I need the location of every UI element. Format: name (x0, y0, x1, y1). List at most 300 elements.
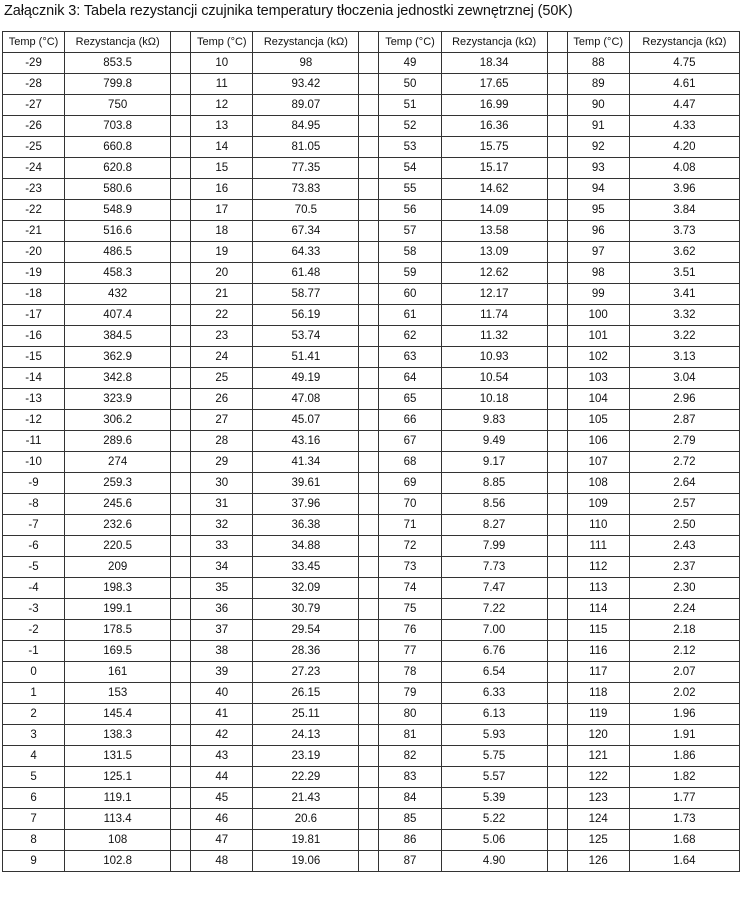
resistance-cell: 245.6 (65, 494, 171, 515)
temp-cell: 101 (567, 326, 629, 347)
temp-cell: 125 (567, 830, 629, 851)
resistance-cell: 4.75 (629, 53, 739, 74)
resistance-cell: 853.5 (65, 53, 171, 74)
temp-cell: 17 (191, 200, 253, 221)
column-spacer (359, 788, 379, 809)
temp-header: Temp (°C) (379, 32, 441, 53)
resistance-header: Rezystancja (kΩ) (441, 32, 547, 53)
resistance-cell: 36.38 (253, 515, 359, 536)
temp-cell: 74 (379, 578, 441, 599)
table-row (3, 746, 740, 767)
table-row (3, 116, 740, 137)
column-spacer (359, 851, 379, 872)
temp-cell: 98 (567, 263, 629, 284)
column-spacer (359, 830, 379, 851)
column-spacer (171, 767, 191, 788)
table-row (3, 683, 740, 704)
temp-cell: 75 (379, 599, 441, 620)
resistance-cell: 486.5 (65, 242, 171, 263)
table-row (3, 53, 740, 74)
column-spacer (547, 746, 567, 767)
temp-cell: 106 (567, 431, 629, 452)
column-spacer (547, 725, 567, 746)
temp-cell: 73 (379, 557, 441, 578)
column-spacer (547, 452, 567, 473)
resistance-cell: 2.79 (629, 431, 739, 452)
temp-cell: -20 (3, 242, 65, 263)
resistance-cell: 5.75 (441, 746, 547, 767)
resistance-cell: 125.1 (65, 767, 171, 788)
temp-cell: 58 (379, 242, 441, 263)
table-row (3, 410, 740, 431)
temp-cell: 89 (567, 74, 629, 95)
resistance-cell: 306.2 (65, 410, 171, 431)
column-spacer (547, 641, 567, 662)
column-spacer (359, 284, 379, 305)
temp-cell: 43 (191, 746, 253, 767)
column-spacer (359, 620, 379, 641)
column-spacer (171, 389, 191, 410)
column-spacer (547, 704, 567, 725)
resistance-cell: 2.30 (629, 578, 739, 599)
temp-cell: 65 (379, 389, 441, 410)
column-spacer (547, 851, 567, 872)
temp-cell: 0 (3, 662, 65, 683)
resistance-cell: 8.27 (441, 515, 547, 536)
resistance-cell: 47.08 (253, 389, 359, 410)
resistance-cell: 30.79 (253, 599, 359, 620)
table-row (3, 662, 740, 683)
temp-cell: 82 (379, 746, 441, 767)
column-spacer (359, 368, 379, 389)
column-spacer (171, 620, 191, 641)
column-spacer (359, 578, 379, 599)
resistance-cell: 2.18 (629, 620, 739, 641)
temp-cell: -7 (3, 515, 65, 536)
temp-cell: 48 (191, 851, 253, 872)
resistance-cell: 1.82 (629, 767, 739, 788)
table-row (3, 830, 740, 851)
temp-cell: 55 (379, 179, 441, 200)
resistance-cell: 15.17 (441, 158, 547, 179)
resistance-cell: 7.22 (441, 599, 547, 620)
column-spacer (359, 683, 379, 704)
resistance-cell: 20.6 (253, 809, 359, 830)
temp-cell: 113 (567, 578, 629, 599)
temp-cell: 124 (567, 809, 629, 830)
column-spacer (547, 200, 567, 221)
column-spacer (171, 662, 191, 683)
column-spacer (547, 473, 567, 494)
temp-cell: -15 (3, 347, 65, 368)
resistance-cell: 23.19 (253, 746, 359, 767)
temp-cell: -14 (3, 368, 65, 389)
table-row (3, 452, 740, 473)
resistance-cell: 13.58 (441, 221, 547, 242)
column-spacer (547, 368, 567, 389)
resistance-cell: 232.6 (65, 515, 171, 536)
temp-cell: -28 (3, 74, 65, 95)
column-spacer (547, 536, 567, 557)
temp-cell: 77 (379, 641, 441, 662)
column-spacer (171, 494, 191, 515)
resistance-cell: 580.6 (65, 179, 171, 200)
resistance-cell: 19.81 (253, 830, 359, 851)
temp-cell: 6 (3, 788, 65, 809)
temp-cell: 4 (3, 746, 65, 767)
table-row (3, 557, 740, 578)
resistance-cell: 15.75 (441, 137, 547, 158)
temp-cell: -3 (3, 599, 65, 620)
temp-header: Temp (°C) (567, 32, 629, 53)
column-spacer (359, 410, 379, 431)
resistance-cell: 3.41 (629, 284, 739, 305)
resistance-cell: 16.99 (441, 95, 547, 116)
column-spacer (171, 452, 191, 473)
resistance-cell: 2.87 (629, 410, 739, 431)
temp-cell: 3 (3, 725, 65, 746)
column-spacer (359, 515, 379, 536)
resistance-cell: 11.74 (441, 305, 547, 326)
column-spacer (547, 515, 567, 536)
resistance-cell: 145.4 (65, 704, 171, 725)
resistance-cell: 113.4 (65, 809, 171, 830)
resistance-header: Rezystancja (kΩ) (65, 32, 171, 53)
table-row (3, 620, 740, 641)
column-spacer (547, 74, 567, 95)
column-spacer (547, 620, 567, 641)
column-spacer (547, 263, 567, 284)
temp-cell: 108 (567, 473, 629, 494)
resistance-cell: 198.3 (65, 578, 171, 599)
temp-cell: -16 (3, 326, 65, 347)
column-spacer (359, 74, 379, 95)
column-spacer (171, 851, 191, 872)
temp-cell: 64 (379, 368, 441, 389)
resistance-cell: 93.42 (253, 74, 359, 95)
resistance-cell: 28.36 (253, 641, 359, 662)
temp-cell: 14 (191, 137, 253, 158)
column-spacer (171, 221, 191, 242)
table-row (3, 368, 740, 389)
column-spacer (547, 221, 567, 242)
resistance-cell: 11.32 (441, 326, 547, 347)
temp-cell: 28 (191, 431, 253, 452)
resistance-cell: 407.4 (65, 305, 171, 326)
column-spacer (171, 32, 191, 53)
temp-cell: 93 (567, 158, 629, 179)
resistance-cell: 220.5 (65, 536, 171, 557)
resistance-cell: 432 (65, 284, 171, 305)
column-spacer (171, 179, 191, 200)
column-spacer (359, 452, 379, 473)
temp-cell: 39 (191, 662, 253, 683)
temp-cell: 13 (191, 116, 253, 137)
resistance-cell: 7.99 (441, 536, 547, 557)
temp-cell: -10 (3, 452, 65, 473)
resistance-cell: 660.8 (65, 137, 171, 158)
temp-cell: 53 (379, 137, 441, 158)
resistance-cell: 5.22 (441, 809, 547, 830)
column-spacer (171, 74, 191, 95)
resistance-cell: 169.5 (65, 641, 171, 662)
resistance-cell: 24.13 (253, 725, 359, 746)
resistance-cell: 703.8 (65, 116, 171, 137)
column-spacer (359, 536, 379, 557)
temp-cell: 51 (379, 95, 441, 116)
resistance-cell: 70.5 (253, 200, 359, 221)
temp-cell: 83 (379, 767, 441, 788)
column-spacer (171, 473, 191, 494)
resistance-cell: 4.33 (629, 116, 739, 137)
resistance-cell: 9.49 (441, 431, 547, 452)
column-spacer (171, 536, 191, 557)
resistance-cell: 58.77 (253, 284, 359, 305)
column-spacer (359, 95, 379, 116)
temp-cell: 76 (379, 620, 441, 641)
resistance-cell: 362.9 (65, 347, 171, 368)
column-spacer (359, 179, 379, 200)
resistance-cell: 3.73 (629, 221, 739, 242)
table-row (3, 179, 740, 200)
column-spacer (547, 830, 567, 851)
resistance-cell: 25.11 (253, 704, 359, 725)
column-spacer (171, 410, 191, 431)
resistance-cell: 27.23 (253, 662, 359, 683)
column-spacer (171, 200, 191, 221)
column-spacer (547, 410, 567, 431)
temp-cell: 42 (191, 725, 253, 746)
resistance-cell: 2.50 (629, 515, 739, 536)
column-spacer (171, 284, 191, 305)
resistance-cell: 259.3 (65, 473, 171, 494)
temp-cell: 88 (567, 53, 629, 74)
temp-cell: -21 (3, 221, 65, 242)
temp-cell: 95 (567, 200, 629, 221)
resistance-cell: 9.17 (441, 452, 547, 473)
temp-cell: 35 (191, 578, 253, 599)
column-spacer (171, 263, 191, 284)
temp-cell: 62 (379, 326, 441, 347)
column-spacer (359, 767, 379, 788)
temp-cell: 71 (379, 515, 441, 536)
temp-cell: -27 (3, 95, 65, 116)
temp-cell: 25 (191, 368, 253, 389)
column-spacer (547, 158, 567, 179)
resistance-cell: 4.61 (629, 74, 739, 95)
resistance-cell: 209 (65, 557, 171, 578)
column-spacer (547, 431, 567, 452)
temp-cell: 66 (379, 410, 441, 431)
resistance-cell: 77.35 (253, 158, 359, 179)
temp-cell: 111 (567, 536, 629, 557)
table-row (3, 158, 740, 179)
column-spacer (171, 704, 191, 725)
resistance-cell: 4.20 (629, 137, 739, 158)
column-spacer (547, 137, 567, 158)
resistance-cell: 2.07 (629, 662, 739, 683)
column-spacer (359, 242, 379, 263)
resistance-cell: 4.90 (441, 851, 547, 872)
column-spacer (359, 746, 379, 767)
table-row (3, 767, 740, 788)
column-spacer (547, 809, 567, 830)
temp-cell: 34 (191, 557, 253, 578)
temp-cell: 90 (567, 95, 629, 116)
temp-cell: 87 (379, 851, 441, 872)
temp-cell: 78 (379, 662, 441, 683)
resistance-cell: 43.16 (253, 431, 359, 452)
temp-cell: 112 (567, 557, 629, 578)
temp-cell: 67 (379, 431, 441, 452)
page-title: Załącznik 3: Tabela rezystancji czujnika temperatury tłoczenia jednostki zewnętrznej (50K) (4, 3, 573, 19)
temp-cell: 54 (379, 158, 441, 179)
temp-cell: 37 (191, 620, 253, 641)
resistance-cell: 81.05 (253, 137, 359, 158)
column-spacer (171, 725, 191, 746)
resistance-cell: 2.64 (629, 473, 739, 494)
resistance-cell: 2.43 (629, 536, 739, 557)
resistance-cell: 41.34 (253, 452, 359, 473)
resistance-cell: 84.95 (253, 116, 359, 137)
temp-cell: -24 (3, 158, 65, 179)
resistance-cell: 131.5 (65, 746, 171, 767)
resistance-cell: 12.62 (441, 263, 547, 284)
column-spacer (171, 599, 191, 620)
resistance-cell: 6.54 (441, 662, 547, 683)
resistance-cell: 39.61 (253, 473, 359, 494)
temp-cell: 61 (379, 305, 441, 326)
table-row (3, 788, 740, 809)
resistance-cell: 3.04 (629, 368, 739, 389)
resistance-cell: 3.96 (629, 179, 739, 200)
resistance-cell: 98 (253, 53, 359, 74)
resistance-cell: 2.24 (629, 599, 739, 620)
temp-cell: -25 (3, 137, 65, 158)
table-row (3, 599, 740, 620)
column-spacer (547, 53, 567, 74)
table-row (3, 263, 740, 284)
temp-cell: 52 (379, 116, 441, 137)
resistance-cell: 102.8 (65, 851, 171, 872)
resistance-cell: 7.00 (441, 620, 547, 641)
temp-cell: 30 (191, 473, 253, 494)
column-spacer (359, 137, 379, 158)
resistance-cell: 119.1 (65, 788, 171, 809)
table-row (3, 242, 740, 263)
resistance-cell: 2.57 (629, 494, 739, 515)
temp-cell: 84 (379, 788, 441, 809)
column-spacer (359, 662, 379, 683)
column-spacer (171, 431, 191, 452)
resistance-cell: 178.5 (65, 620, 171, 641)
temp-cell: 21 (191, 284, 253, 305)
temp-cell: 63 (379, 347, 441, 368)
resistance-header: Rezystancja (kΩ) (629, 32, 739, 53)
resistance-cell: 34.88 (253, 536, 359, 557)
temp-cell: 115 (567, 620, 629, 641)
column-spacer (171, 515, 191, 536)
temp-cell: 92 (567, 137, 629, 158)
resistance-cell: 1.91 (629, 725, 739, 746)
table-row (3, 431, 740, 452)
column-spacer (547, 347, 567, 368)
table-row (3, 137, 740, 158)
resistance-cell: 21.43 (253, 788, 359, 809)
resistance-cell: 9.83 (441, 410, 547, 431)
column-spacer (171, 746, 191, 767)
resistance-cell: 32.09 (253, 578, 359, 599)
resistance-cell: 342.8 (65, 368, 171, 389)
resistance-cell: 1.68 (629, 830, 739, 851)
column-spacer (547, 578, 567, 599)
column-spacer (547, 284, 567, 305)
column-spacer (547, 389, 567, 410)
temp-cell: 121 (567, 746, 629, 767)
resistance-cell: 5.93 (441, 725, 547, 746)
temp-cell: 94 (567, 179, 629, 200)
resistance-cell: 3.62 (629, 242, 739, 263)
resistance-cell: 10.93 (441, 347, 547, 368)
temp-cell: 8 (3, 830, 65, 851)
temp-cell: 119 (567, 704, 629, 725)
column-spacer (171, 788, 191, 809)
resistance-cell: 8.56 (441, 494, 547, 515)
temp-cell: 7 (3, 809, 65, 830)
table-row (3, 851, 740, 872)
temp-cell: 38 (191, 641, 253, 662)
temp-cell: -12 (3, 410, 65, 431)
resistance-cell: 22.29 (253, 767, 359, 788)
column-spacer (547, 95, 567, 116)
table-row (3, 389, 740, 410)
resistance-cell: 29.54 (253, 620, 359, 641)
temp-cell: 99 (567, 284, 629, 305)
temp-header: Temp (°C) (3, 32, 65, 53)
column-spacer (547, 599, 567, 620)
column-spacer (359, 494, 379, 515)
resistance-cell: 14.09 (441, 200, 547, 221)
temp-cell: 33 (191, 536, 253, 557)
column-spacer (171, 809, 191, 830)
resistance-cell: 89.07 (253, 95, 359, 116)
temp-cell: 105 (567, 410, 629, 431)
temp-cell: 56 (379, 200, 441, 221)
resistance-cell: 289.6 (65, 431, 171, 452)
resistance-cell: 516.6 (65, 221, 171, 242)
temp-cell: 47 (191, 830, 253, 851)
temp-cell: 29 (191, 452, 253, 473)
resistance-cell: 33.45 (253, 557, 359, 578)
temp-cell: 23 (191, 326, 253, 347)
resistance-cell: 4.47 (629, 95, 739, 116)
resistance-cell: 67.34 (253, 221, 359, 242)
resistance-cell: 7.47 (441, 578, 547, 599)
resistance-cell: 14.62 (441, 179, 547, 200)
resistance-cell: 13.09 (441, 242, 547, 263)
temp-cell: -5 (3, 557, 65, 578)
table-row (3, 221, 740, 242)
column-spacer (171, 326, 191, 347)
resistance-cell: 4.08 (629, 158, 739, 179)
temp-cell: 102 (567, 347, 629, 368)
temp-cell: 22 (191, 305, 253, 326)
column-spacer (359, 158, 379, 179)
temp-cell: 32 (191, 515, 253, 536)
temp-cell: 12 (191, 95, 253, 116)
column-spacer (359, 599, 379, 620)
resistance-cell: 2.96 (629, 389, 739, 410)
